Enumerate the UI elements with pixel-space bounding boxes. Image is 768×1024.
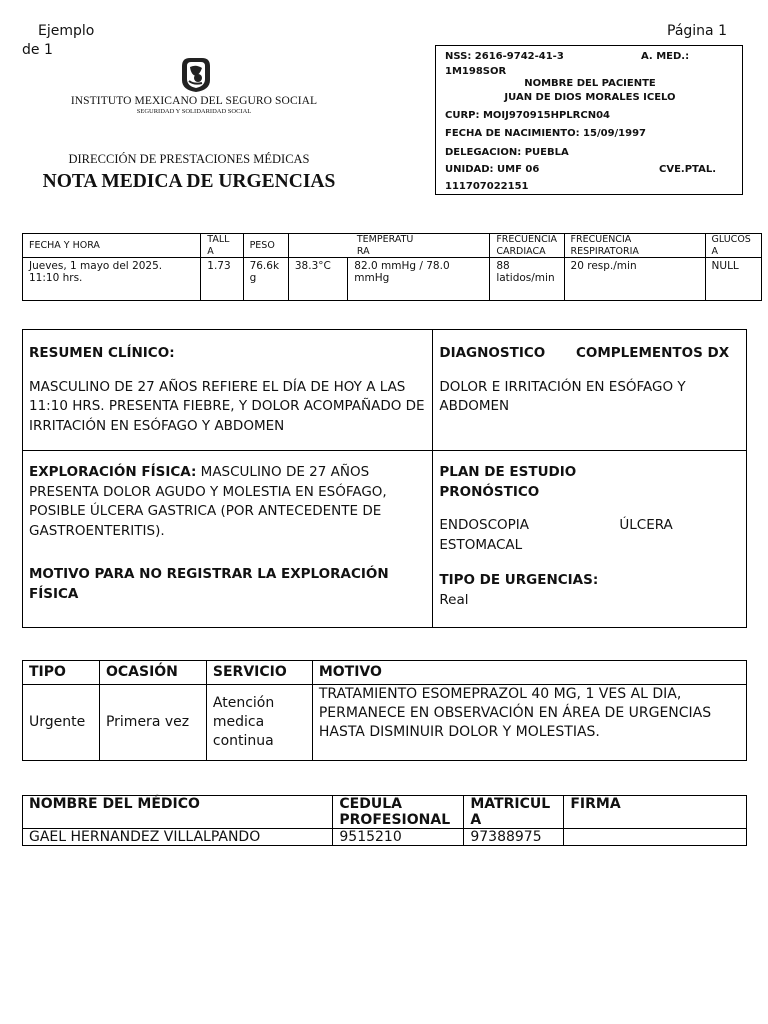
header-temperature: TEMPERATU RA <box>288 234 489 258</box>
patient-unit: UNIDAD: UMF 06 <box>445 164 540 175</box>
header-respiratory-rate: FRECUENCIA RESPIRATORIA <box>564 234 705 258</box>
value-height: 1.73 <box>201 258 243 301</box>
vital-signs-header-row <box>23 234 762 258</box>
physical-exploration-label: EXPLORACIÓN FÍSICA: <box>29 464 197 480</box>
value-date-time: Jueves, 1 mayo del 2025. 11:10 hrs. <box>23 258 201 301</box>
institution-motto: SEGURIDAD Y SOLIDARIDAD SOCIAL <box>136 108 252 115</box>
header-reason: MOTIVO <box>312 661 746 685</box>
value-weight: 76.6k g <box>243 258 288 301</box>
service-occasion: Primera vez <box>99 685 206 761</box>
physical-exploration <box>29 463 426 541</box>
physical-exploration-cell <box>23 451 433 628</box>
doctor-header-row <box>23 796 747 829</box>
patient-amed-label: A. MED.: <box>641 51 690 62</box>
document-title: NOTA MEDICA DE URGENCIAS <box>42 171 336 192</box>
service-reason: TRATAMIENTO ESOMEPRAZOL 40 MG, 1 VES AL DIA, PERMANECE EN OBSERVACIÓN EN ÁREA DE URGENCIAS HASTA DISMINUIR DOLOR Y MOLESTIAS. <box>312 685 746 761</box>
service-type: Urgente <box>23 685 100 761</box>
doctor-row <box>23 829 747 846</box>
header-date-time: FECHA Y HORA <box>23 234 201 258</box>
doctor-name: GAEL HERNANDEZ VILLALPANDO <box>23 829 333 846</box>
patient-nss: NSS: 2616-9742-41-3 <box>445 51 564 62</box>
diagnosis-heading <box>439 344 740 364</box>
plan-value: ENDOSCOPIA <box>439 517 529 533</box>
clinical-summary-text: MASCULINO DE 27 AÑOS REFIERE EL DÍA DE HOY A LAS 11:10 HRS. PRESENTA FIEBRE, Y DOLOR ACOMPAÑADO DE IRRITACIÓN EN ESÓFAGO Y ABDOMEN <box>29 378 425 434</box>
diagnosis-label: DIAGNOSTICO <box>439 345 546 361</box>
patient-amed-value: 1M198SOR <box>445 66 507 77</box>
header-registration: MATRICUL A <box>464 796 564 829</box>
vital-signs-value-row <box>23 258 762 301</box>
clinical-table <box>22 329 747 628</box>
prognosis-value-part: ÚLCERA <box>619 517 673 533</box>
diagnosis-cell <box>433 330 747 451</box>
clinical-summary-label: RESUMEN CLÍNICO: <box>29 345 175 361</box>
patient-cveptal-label: CVE.PTAL. <box>659 164 716 175</box>
plan-prognosis-values <box>439 516 740 555</box>
plan-label: PLAN DE ESTUDIO <box>439 464 577 480</box>
service-row <box>23 685 747 761</box>
header-doctor-name: NOMBRE DEL MÉDICO <box>23 796 333 829</box>
service-name: Atención medica continua <box>206 685 312 761</box>
physical-exploration-text: MASCULINO DE 27 AÑOS PRESENTA DOLOR AGUDO Y MOLESTIA EN ESÓFAGO, POSIBLE ÚLCERA GASTRICA (POR ANTECEDENTE DE GASTROENTERITIS). <box>29 464 387 539</box>
complements-label: COMPLEMENTOS DX <box>575 345 730 361</box>
header-license: CEDULA PROFESIONAL <box>333 796 464 829</box>
value-glucose: NULL <box>705 258 761 301</box>
urgency-type-value: Real <box>439 591 469 608</box>
header-weight: PESO <box>243 234 288 258</box>
imss-logo-icon <box>176 54 216 94</box>
institution-name: INSTITUTO MEXICANO DEL SEGURO SOCIAL <box>70 95 318 107</box>
patient-delegation: DELEGACION: PUEBLA <box>445 147 569 158</box>
header-glucose: GLUCOS A <box>705 234 761 258</box>
urgency-type <box>439 571 740 610</box>
urgency-type-label: TIPO DE URGENCIAS: <box>439 572 599 588</box>
header-occasion: OCASIÓN <box>99 661 206 685</box>
doctor-signature <box>564 829 747 846</box>
header-service: SERVICIO <box>206 661 312 685</box>
service-header-row <box>23 661 747 685</box>
patient-name-label: NOMBRE DEL PACIENTE <box>524 78 656 89</box>
patient-curp: CURP: MOIJ970915HPLRCN04 <box>445 110 611 121</box>
doctor-registration: 97388975 <box>464 829 564 846</box>
patient-birth-date: FECHA DE NACIMIENTO: 15/09/1997 <box>445 128 647 139</box>
patient-name: JUAN DE DIOS MORALES ICELO <box>504 92 676 103</box>
clinical-summary-cell <box>23 330 433 451</box>
prognosis-label: PRONÓSTICO <box>439 483 540 500</box>
patient-cveptal-value: 111707022151 <box>445 181 529 192</box>
no-exploration-reason-label: MOTIVO PARA NO REGISTRAR LA EXPLORACIÓN FÍSICA <box>29 566 389 602</box>
service-table <box>22 660 747 761</box>
prognosis-value-part-2: ESTOMACAL <box>439 536 523 553</box>
header-signature: FIRMA <box>564 796 747 829</box>
page-counter-left-2: de 1 <box>22 42 53 58</box>
department-name: DIRECCIÓN DE PRESTACIONES MÉDICAS <box>68 152 310 166</box>
header-type: TIPO <box>23 661 100 685</box>
value-respiratory-rate: 20 resp./min <box>564 258 705 301</box>
plan-prognosis-cell <box>433 451 747 628</box>
doctor-license: 9515210 <box>333 829 464 846</box>
page-number: Página 1 <box>667 23 727 39</box>
value-heart-rate: 88 latidos/min <box>490 258 564 301</box>
diagnosis-text: DOLOR E IRRITACIÓN EN ESÓFAGO Y ABDOMEN <box>439 378 686 414</box>
value-blood-pressure: 82.0 mmHg / 78.0 mmHg <box>348 258 490 301</box>
header-height: TALL A <box>201 234 243 258</box>
vital-signs-table <box>22 233 762 301</box>
patient-info-box <box>435 45 743 195</box>
page-counter-left: Ejemplo <box>38 23 95 39</box>
header-heart-rate: FRECUENCIA CARDIACA <box>490 234 564 258</box>
doctor-table <box>22 795 747 846</box>
value-temperature: 38.3°C <box>288 258 347 301</box>
